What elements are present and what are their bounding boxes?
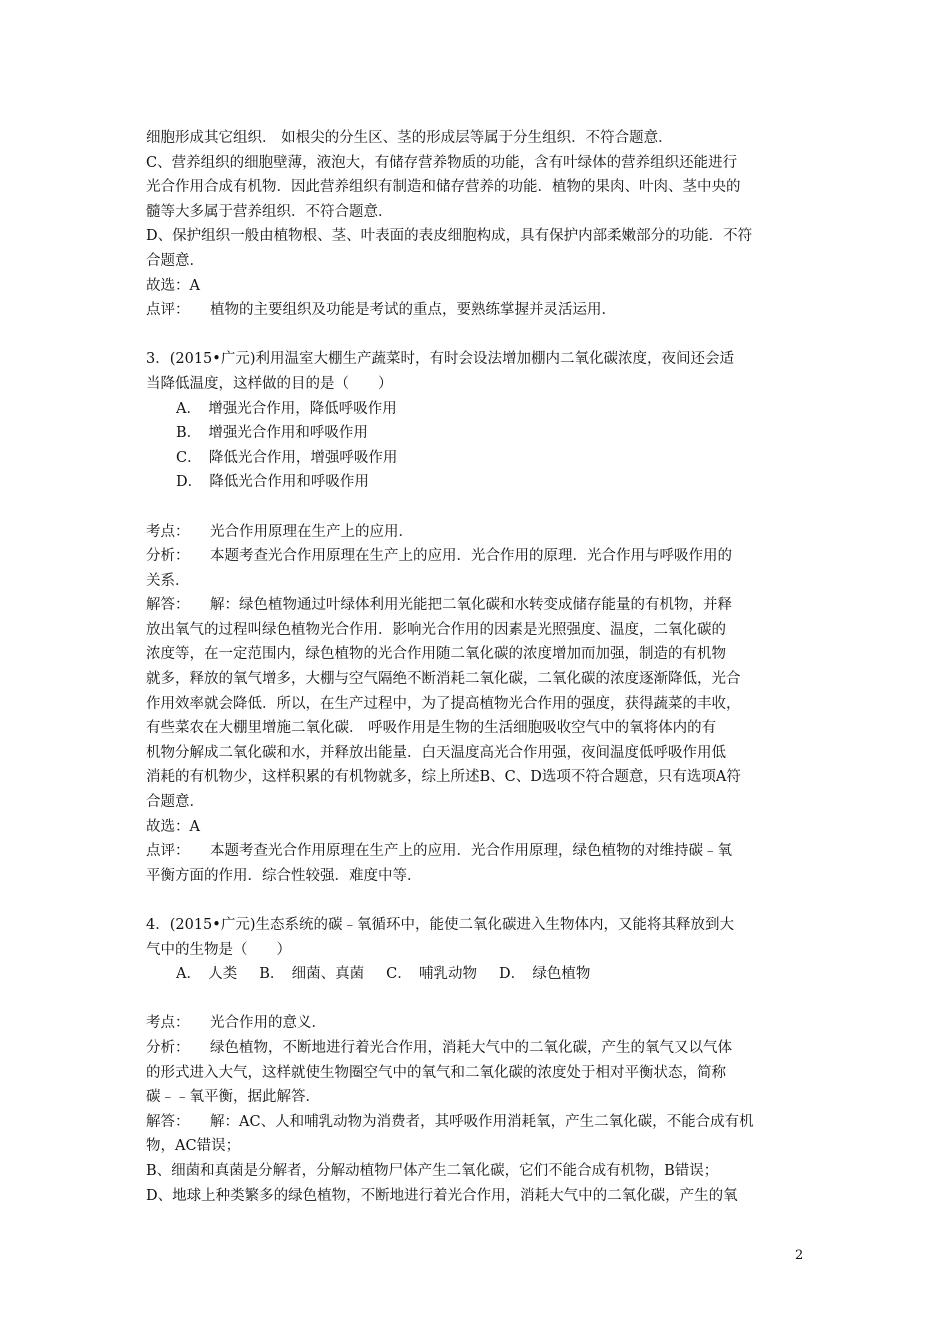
text-line: 合题意．: [146, 252, 204, 269]
pingjia-label: 点评：: [146, 843, 190, 860]
jieda-label: 解答：: [146, 1113, 190, 1130]
question-4-options: [146, 962, 810, 987]
question-3-stem: 当降低温度，这样做的目的是（ ）: [146, 375, 393, 392]
text-line: 髓等大多属于营养组织．不符合题意．: [146, 203, 393, 220]
kaodian-line: [146, 520, 810, 545]
question-3-option: D． 降低光合作用和呼吸作用: [176, 474, 369, 491]
comment-text: 植物的主要组织及功能是考试的重点，要熟练掌握并灵活运用．: [210, 302, 616, 319]
question-4-option: C． 哺乳动物: [386, 966, 477, 983]
fenxi-line: 碳﹣﹣氧平衡，据此解答．: [146, 1089, 320, 1106]
question-4-stem: 4．(2015•广元)生态系统的碳﹣氧循环中，能使二氧化碳进入生物体内，又能将其释放到大: [146, 917, 734, 933]
fenxi-label: 分析：: [146, 548, 190, 565]
jieda-line: B、细菌和真菌是分解者，分解动植物尸体产生二氧化碳，它们不能合成有机物，B错误；: [146, 1162, 719, 1179]
jieda-line: 浓度等，在一定范围内，绿色植物的光合作用随二氧化碳的浓度增加而加强，制造的有机物: [146, 646, 726, 663]
fenxi-line: 关系．: [146, 572, 190, 589]
text-line: D、保护组织一般由植物根、茎、叶表面的表皮细胞构成，具有保护内部柔嫩部分的功能．不符: [146, 228, 753, 245]
jieda-line: 物，AC错误；: [146, 1138, 241, 1155]
page-number: 2: [795, 1248, 804, 1263]
pingjia-line: [146, 839, 810, 864]
jieda-text: 解：绿色植物通过叶绿体利用光能把二氧化碳和水转变成储存能量的有机物，并释: [210, 597, 732, 614]
jieda-line: 机物分解成二氧化碳和水，并释放出能量．白天温度高光合作用强，夜间温度低呼吸作用低: [146, 744, 726, 761]
jieda-text: 解：AC、人和哺乳动物为消费者，其呼吸作用消耗氧，产生二氧化碳，不能合成有机: [210, 1113, 754, 1130]
kaodian-text: 光合作用原理在生产上的应用．: [210, 523, 413, 540]
question-3-option: A． 增强光合作用，降低呼吸作用: [176, 400, 397, 417]
fenxi-line: [146, 1036, 810, 1061]
jieda-label: 解答：: [146, 597, 190, 614]
text-line: 细胞形成其它组织． 如根尖的分生区、茎的形成层等属于分生组织．不符合题意．: [146, 130, 673, 146]
comment-label: 点评：: [146, 302, 190, 319]
question-3-stem: 3．(2015•广元)利用温室大棚生产蔬菜时，有时会设法增加棚内二氧化碳浓度，夜间还会适: [146, 351, 734, 368]
fenxi-text: 本题考查光合作用原理在生产上的应用．光合作用的原理．光合作用与呼吸作用的: [210, 548, 732, 565]
answer-line: 故选：A: [146, 818, 200, 835]
kaodian-label: 考点：: [146, 1015, 190, 1032]
kaodian-line: [146, 1011, 810, 1036]
jieda-line: 消耗的有机物少，这样积累的有机物就多，综上所述B、C、D选项不符合题意，只有选项A符: [146, 769, 741, 786]
fenxi-line: 的形式进入大气，这样就使生物圈空气中的氧气和二氧化碳的浓度处于相对平衡状态，简称: [146, 1064, 726, 1081]
answer-line: 故选：A: [146, 277, 200, 294]
jieda-line: 作用效率就会降低．所以，在生产过程中，为了提高植物光合作用的强度，获得蔬菜的丰收，: [146, 695, 741, 712]
text-line: 光合作用合成有机物．因此营养组织有制造和储存营养的功能．植物的果肉、叶肉、茎中央的: [146, 179, 741, 196]
document-page: [146, 126, 810, 1208]
question-4-option: B． 细菌、真菌: [259, 966, 365, 983]
jieda-line: D、地球上种类繁多的绿色植物，不断地进行着光合作用，消耗大气中的二氧化碳，产生的氧: [146, 1187, 738, 1204]
kaodian-label: 考点：: [146, 523, 190, 540]
fenxi-text: 绿色植物，不断地进行着光合作用，消耗大气中的二氧化碳，产生的氧气又以气体: [210, 1039, 732, 1056]
question-4-stem: 气中的生物是（ ）: [146, 941, 291, 958]
jieda-line: 就多，释放的氧气增多，大棚与空气隔绝不断消耗二氧化碳，二氧化碳的浓度逐渐降低，光合: [146, 671, 741, 688]
jieda-line: 合题意．: [146, 794, 204, 811]
kaodian-text: 光合作用的意义．: [210, 1015, 326, 1032]
jieda-line: 放出氧气的过程叫绿色植物光合作用．影响光合作用的因素是光照强度、温度，二氧化碳的: [146, 621, 726, 638]
jieda-line: 有些菜农在大棚里增施二氧化碳． 呼吸作用是生物的生活细胞吸收空气中的氧将体内的有: [146, 720, 717, 737]
question-3-option: B． 增强光合作用和呼吸作用: [176, 425, 368, 442]
comment-line: [146, 298, 810, 323]
fenxi-label: 分析：: [146, 1039, 190, 1056]
pingjia-line: 平衡方面的作用．综合性较强．难度中等．: [146, 867, 422, 884]
question-4-option: D． 绿色植物: [499, 966, 591, 983]
pingjia-text: 本题考查光合作用原理在生产上的应用．光合作用原理，绿色植物的对维持碳﹣氧: [210, 843, 732, 860]
question-3-option: C． 降低光合作用，增强呼吸作用: [176, 449, 398, 466]
fenxi-line: [146, 544, 810, 569]
jieda-line: [146, 593, 810, 618]
jieda-line: [146, 1110, 810, 1135]
text-line: C、营养组织的细胞壁薄，液泡大，有储存营养物质的功能，含有叶绿体的营养组织还能进行: [146, 154, 738, 171]
question-4-option: A． 人类: [176, 966, 238, 983]
